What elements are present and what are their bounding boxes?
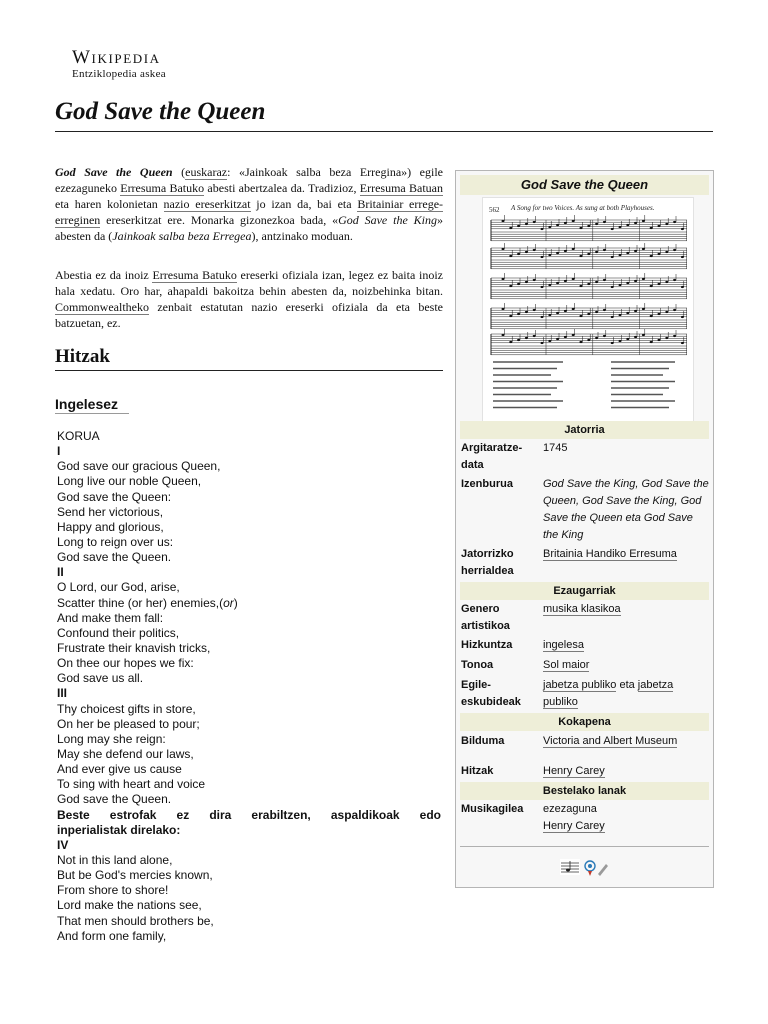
- paragraph-text: (: [172, 165, 186, 179]
- infobox-footer-icons: [559, 857, 611, 877]
- intro-paragraph-1: [55, 164, 443, 244]
- lyrics-line: Frustrate their knavish tricks,: [57, 640, 211, 655]
- edit-pencil-icon[interactable]: [598, 864, 608, 876]
- lyrics-line: God save the Queen:: [57, 489, 172, 504]
- lyrics-line: II: [57, 565, 64, 580]
- paragraph-text: God Save the King: [338, 213, 437, 227]
- lyrics-line: Send her victorious,: [57, 504, 164, 519]
- row-label: Egile-eskubideak: [461, 679, 521, 708]
- lyrics-line: Long live our noble Queen,: [57, 474, 202, 489]
- subsection-heading-ingelesez: Ingelesez: [55, 396, 119, 412]
- link-victoria-albert[interactable]: Victoria and Albert Museum: [543, 735, 678, 747]
- lyrics-line: That men should brothers be,: [57, 913, 214, 928]
- infobox-title: God Save the Queen: [460, 175, 709, 195]
- row-label: Izenburua: [461, 478, 513, 490]
- paragraph-text: » abesten da (: [55, 213, 443, 243]
- lyrics-line: I: [57, 444, 61, 459]
- article-link[interactable]: Erresuma Batuko: [120, 181, 205, 195]
- lyrics-line: IV: [57, 837, 69, 852]
- lyrics-line: Scatter thine (or her) enemies,(or): [57, 595, 238, 610]
- section-jatorria: Jatorria: [460, 421, 709, 439]
- paragraph-text: : «Jainkoak salba beza Erregina») egile ezezaguneko: [55, 165, 444, 195]
- lyrics-line: God save the Queen.: [57, 550, 172, 565]
- row-label: Jatorrizko herrialdea: [461, 548, 514, 577]
- section-heading-hitzak: Hitzak: [55, 346, 110, 367]
- lyrics-line: Happy and glorious,: [57, 519, 164, 534]
- row-label: Genero artistikoa: [461, 603, 510, 632]
- lyrics-line: III: [57, 686, 68, 701]
- article-link[interactable]: euskaraz: [185, 165, 228, 179]
- paragraph-text: God Save the Queen: [55, 165, 173, 179]
- lyrics-line: inperialistak direlako:: [57, 822, 181, 837]
- link-jabetza-publiko-1[interactable]: jabetza publiko: [543, 679, 617, 691]
- row-label: Hizkuntza: [461, 639, 513, 651]
- row-label: Musikagilea: [461, 803, 524, 815]
- article-link[interactable]: Commonwealtheko: [55, 300, 149, 314]
- lyrics-line: KORUA: [57, 429, 100, 443]
- lyrics-line: God save us all.: [57, 671, 144, 686]
- article-link[interactable]: Erresuma Batuan: [359, 181, 443, 195]
- paragraph-text: ereserki ofiziala izan, legez ez baita inoiz hala xedatu. Oro har, ahapaldi bakoitza behin abesten da, noizbehinka bitan.: [55, 268, 443, 298]
- paragraph-text: jo izan da, bai eta: [250, 197, 358, 211]
- paragraph-text: Jainkoak salba beza Erregea: [112, 229, 252, 243]
- link-britainia[interactable]: Britainia Handiko Erresuma: [543, 548, 677, 560]
- lyrics-line: To sing with heart and voice: [57, 777, 206, 792]
- subsection-underline: [55, 413, 129, 414]
- value-separator: eta: [616, 679, 638, 691]
- lyrics-line: From shore to shore!: [57, 883, 169, 898]
- sheet-music-graphic: [483, 198, 693, 422]
- link-henry-carey[interactable]: Henry Carey: [543, 765, 605, 777]
- logo-subtitle: Entziklopedia askea: [72, 68, 166, 80]
- lyrics-line: And make them fall:: [57, 610, 164, 625]
- wikidata-audio-icon[interactable]: [585, 861, 595, 876]
- lyrics-line: But be God's mercies known,: [57, 868, 213, 883]
- lyrics-line: Not in this land alone,: [57, 852, 173, 867]
- paragraph-text: ), antzinako moduan.: [251, 229, 353, 243]
- lyrics-block: [57, 429, 441, 944]
- article-link[interactable]: Erresuma Batuko: [152, 268, 237, 282]
- image-caption: A Song for two Voices. As sung at both Playhouses.: [511, 204, 655, 212]
- lyrics-line: On thee our hopes we fix:: [57, 656, 194, 671]
- music-staves: [491, 220, 687, 355]
- logo-title: Wikipedia: [72, 47, 161, 68]
- lyrics-line: Lord make the nations see,: [57, 898, 202, 913]
- paragraph-text: Abestia ez da inoiz: [55, 268, 153, 282]
- sheet-music-image[interactable]: [482, 197, 694, 423]
- article-link[interactable]: Britainiar errege-erreginen: [55, 197, 444, 227]
- lyrics-line: And ever give us cause: [57, 762, 182, 777]
- infobox-divider: [460, 846, 709, 847]
- row-label: Argitaratze-data: [461, 442, 523, 471]
- image-verses: [493, 362, 675, 408]
- wikipedia-logo[interactable]: [72, 48, 166, 80]
- paragraph-text: ereserkitzat ere. Monarka gizonezkoa bada, «: [100, 213, 339, 227]
- value-ezezaguna: ezezaguna: [543, 803, 597, 815]
- link-ingelesa[interactable]: ingelesa: [543, 639, 584, 651]
- row-value: 1745: [543, 442, 568, 454]
- row-value: God Save the King, God Save the Queen, God Save the King, God Save the Queen eta God Save the King: [543, 478, 709, 541]
- paragraph-text: eta haren kolonietan: [55, 197, 164, 211]
- infobox: [455, 170, 714, 888]
- link-henry-carey-composer[interactable]: Henry Carey: [543, 820, 605, 832]
- row-label: Tonoa: [461, 659, 494, 671]
- lyrics-line: O Lord, our God, arise,: [57, 580, 180, 595]
- paragraph-text: abesti abertzalea da. Tradizioz,: [204, 181, 360, 195]
- row-label: Bilduma: [461, 735, 505, 747]
- section-ezaugarriak: Ezaugarriak: [460, 582, 709, 600]
- lyrics-line: Beste estrofak ez dira erabiltzen, aspaldikoak edo: [57, 807, 441, 822]
- lyrics-line: God save our gracious Queen,: [57, 459, 221, 474]
- article-link[interactable]: nazio ereserkitzat: [163, 197, 251, 211]
- music-score-icon[interactable]: [560, 859, 580, 875]
- lyrics-line: Long to reign over us:: [57, 534, 174, 549]
- lyrics-line: And form one family,: [57, 928, 167, 943]
- link-musika-klasikoa[interactable]: musika klasikoa: [543, 603, 621, 615]
- image-page-number: 562: [489, 206, 500, 214]
- lyrics-line: May she defend our laws,: [57, 746, 194, 761]
- paragraph-text: zenbait estatutan nazio ereserki ofiziala da eta beste batzuetan, ez.: [55, 300, 443, 330]
- lyrics-line: Confound their politics,: [57, 625, 180, 640]
- link-jabetza-publiko-2[interactable]: jabetza publiko: [543, 679, 674, 708]
- title-divider: [55, 131, 713, 132]
- lyrics-line: On her be pleased to pour;: [57, 716, 200, 731]
- section-bestelako-lanak: Bestelako lanak: [460, 782, 709, 800]
- lyrics-line: God save the Queen.: [57, 792, 172, 807]
- row-label: Hitzak: [461, 765, 494, 777]
- lyrics-line: Thy choicest gifts in store,: [57, 701, 196, 716]
- section-kokapena: Kokapena: [460, 713, 709, 731]
- section-divider: [55, 370, 443, 371]
- intro-paragraph-2: [55, 267, 443, 331]
- link-sol-maior[interactable]: Sol maior: [543, 659, 590, 671]
- page-title: God Save the Queen: [55, 98, 266, 125]
- lyrics-line: Long may she reign:: [57, 731, 166, 746]
